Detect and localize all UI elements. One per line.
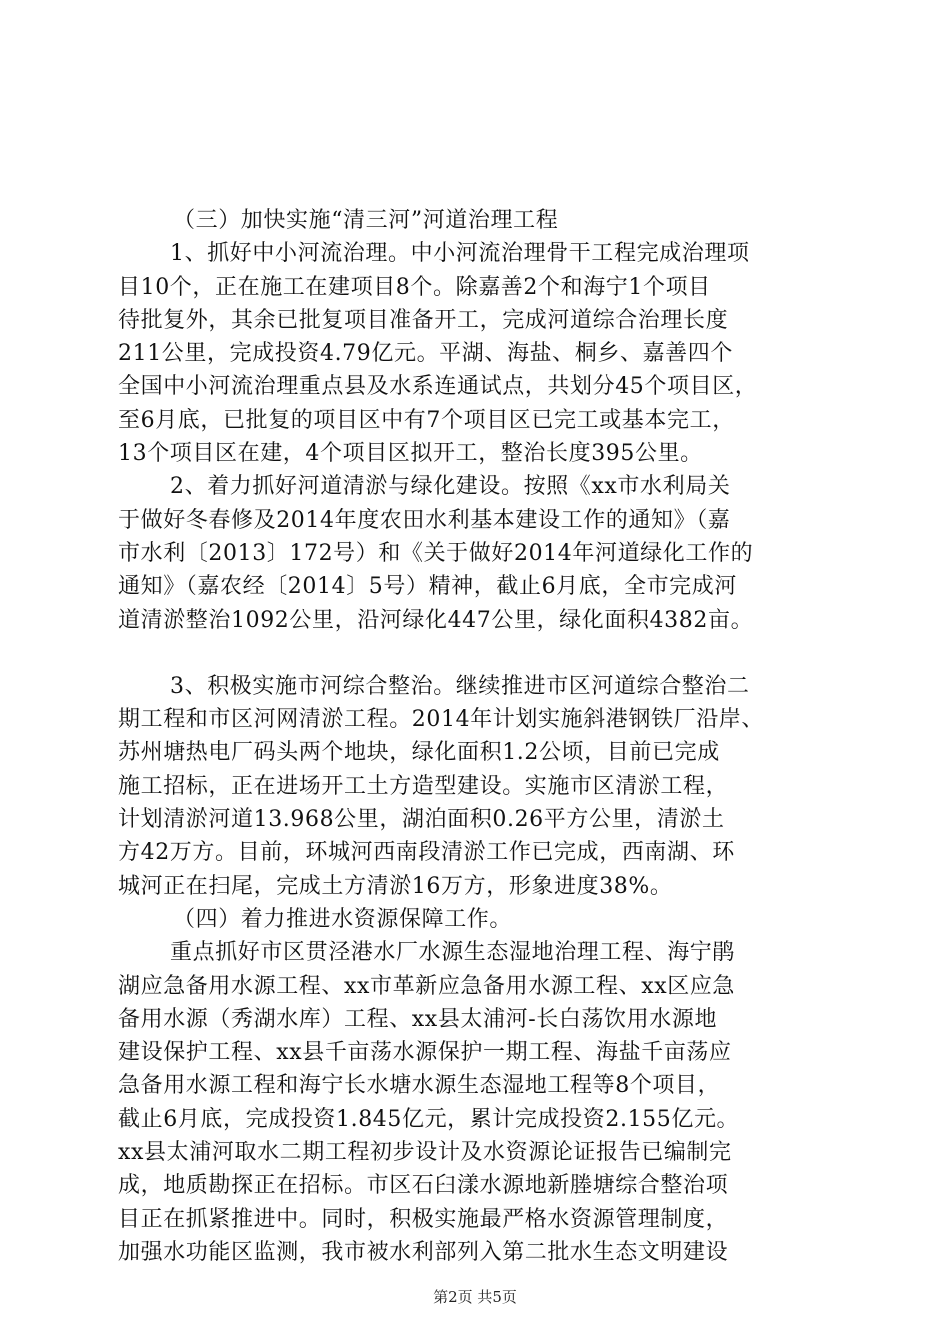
paragraph-gap bbox=[118, 637, 850, 670]
section-heading: （三）加快实施“清三河”河道治理工程 bbox=[173, 208, 559, 233]
paragraph-line: 期工程和市区河网清淤工程。2014年计划实施斜港钢铁厂沿岸、 bbox=[118, 707, 764, 733]
paragraph-line: 重点抓好市区贯泾港水厂水源生态湿地治理工程、海宁鹃 bbox=[170, 940, 736, 966]
paragraph-line: 截止6月底，完成投资1.845亿元，累计完成投资2.155亿元。 bbox=[118, 1106, 740, 1132]
page-number-footer: 第2页 共5页 bbox=[433, 1288, 517, 1306]
paragraph-line: 211公里，完成投资4.79亿元。平湖、海盐、桐乡、嘉善四个 bbox=[118, 341, 733, 367]
document-body bbox=[118, 204, 850, 1269]
paragraph-line: 苏州塘热电厂码头两个地块，绿化面积1.2公顷，目前已完成 bbox=[118, 740, 720, 766]
paragraph-line: 急备用水源工程和海宁长水塘水源生态湿地工程等8个项目， bbox=[118, 1073, 721, 1099]
paragraph-line: 计划清淤河道13.968公里，湖泊面积0.26平方公里，清淤土 bbox=[118, 807, 725, 833]
paragraph-line: 目10个，正在施工在建项目8个。除嘉善2个和海宁1个项目 bbox=[118, 274, 711, 300]
paragraph-line: 建设保护工程、xx县千亩荡水源保护一期工程、海盐千亩荡应 bbox=[118, 1040, 732, 1066]
paragraph-line: 备用水源（秀湖水库）工程、xx县太浦河-长白荡饮用水源地 bbox=[118, 1006, 718, 1032]
paragraph-line: 3、积极实施市河综合整治。继续推进市区河道综合整治二 bbox=[170, 673, 750, 699]
paragraph-line: 施工招标，正在进场开工土方造型建设。实施市区清淤工程， bbox=[118, 773, 729, 799]
paragraph-line: 成，地质勘探正在招标。市区石臼漾水源地新塍塘综合整治项 bbox=[118, 1173, 729, 1199]
paragraph-line: 至6月底，已批复的项目区中有7个项目区已完工或基本完工， bbox=[118, 407, 735, 433]
paragraph-line: 全国中小河流治理重点县及水系连通试点，共划分45个项目区， bbox=[118, 374, 758, 400]
section-heading: （四）着力推进水资源保障工作。 bbox=[173, 906, 513, 932]
paragraph-line: 待批复外，其余已批复项目准备开工，完成河道综合治理长度 bbox=[118, 307, 729, 333]
paragraph-line: 加强水功能区监测，我市被水利部列入第二批水生态文明建设 bbox=[118, 1239, 729, 1265]
paragraph-line: 通知》（嘉农经〔2014〕5号）精神，截止6月底，全市完成河 bbox=[118, 574, 737, 600]
paragraph-line: 2、着力抓好河道清淤与绿化建设。按照《xx市水利局关 bbox=[170, 474, 731, 500]
paragraph-line: 市水利〔2013〕172号）和《关于做好2014年河道绿化工作的 bbox=[118, 540, 754, 566]
paragraph-line: 1、抓好中小河流治理。中小河流治理骨干工程完成治理项 bbox=[170, 241, 750, 267]
paragraph-line: 于做好冬春修及2014年度农田水利基本建设工作的通知》（嘉 bbox=[118, 507, 731, 533]
paragraph-line: 目正在抓紧推进中。同时，积极实施最严格水资源管理制度， bbox=[118, 1206, 729, 1232]
paragraph-line: 13个项目区在建，4个项目区拟开工，整治长度395公里。 bbox=[118, 441, 703, 467]
paragraph-line: xx县太浦河取水二期工程初步设计及水资源论证报告已编制完 bbox=[118, 1140, 732, 1166]
paragraph-line: 道清淤整治1092公里，沿河绿化447公里，绿化面积4382亩。 bbox=[118, 607, 754, 633]
paragraph-line: 方42万方。目前，环城河西南段清淤工作已完成，西南湖、环 bbox=[118, 840, 735, 866]
paragraph-line: 城河正在扫尾，完成土方清淤16万方，形象进度38%。 bbox=[118, 873, 673, 899]
paragraph-line: 湖应急备用水源工程、xx市革新应急备用水源工程、xx区应急 bbox=[118, 973, 736, 999]
